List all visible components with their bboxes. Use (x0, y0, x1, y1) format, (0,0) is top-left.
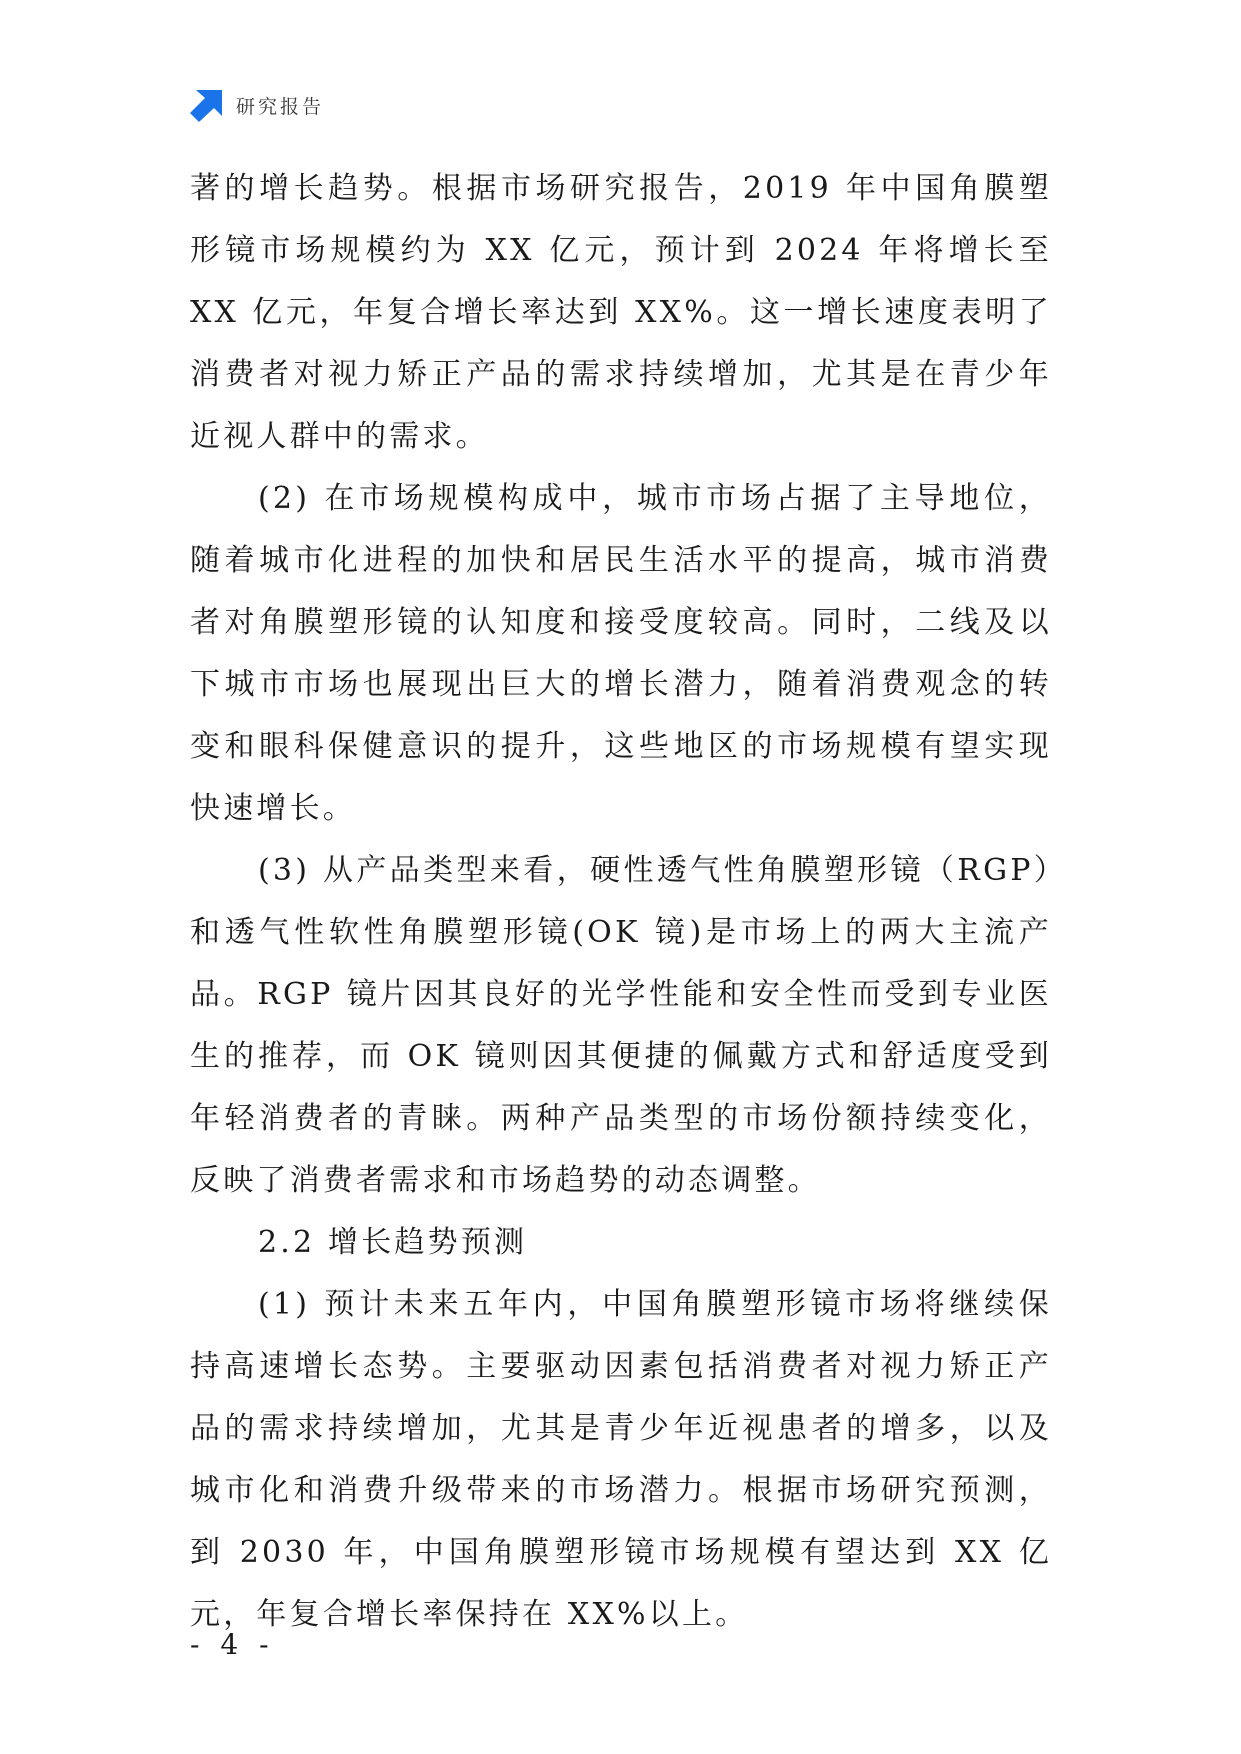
page-header (190, 88, 324, 122)
section-heading: 2.2 增长趋势预测 (258, 1225, 528, 1260)
document-body (190, 158, 1052, 1646)
paragraph-product-types: (3) 从产品类型来看，硬性透气性角膜塑形镜（RGP）和透气性软性角膜塑形镜(OK 镜)是市场上的两大主流产品。RGP 镜片因其良好的光学性能和安全性而受到专业医生的推荐，而 OK 镜则因其便捷的佩戴方式和舒适度受到年轻消费者的青睐。两种产品类型的市场份额持续变化，反映了消费者需求和市场趋势的动态调整。 (190, 853, 1052, 1198)
header-title: 研究报告 (236, 95, 325, 118)
paragraph-market-composition: (2) 在市场规模构成中，城市市场占据了主导地位，随着城市化进程的加快和居民生活水平的提高，城市消费者对角膜塑形镜的认知度和接受度较高。同时，二线及以下城市市场也展现出巨大的增长潜力，随着消费观念的转变和眼科保健意识的提升，这些地区的市场规模有望实现快速增长。 (190, 481, 1052, 826)
arrow-up-right-icon (190, 88, 224, 122)
paragraph-growth-forecast: (1) 预计未来五年内，中国角膜塑形镜市场将继续保持高速增长态势。主要驱动因素包括消费者对视力矫正产品的需求持续增加，尤其是青少年近视患者的增多，以及城市化和消费升级带来的市场潜力。根据市场研究预测，到 2030 年，中国角膜塑形镜市场规模有望达到 XX 亿元，年复合增长率保持在 XX%以上。 (190, 1287, 1052, 1632)
page-number: - 4 - (190, 1628, 275, 1661)
paragraph-continued: 著的增长趋势。根据市场研究报告，2019 年中国角膜塑形镜市场规模约为 XX 亿元，预计到 2024 年将增长至 XX 亿元，年复合增长率达到 XX%。这一增长速度表明了消费者对视力矫正产品的需求持续增加，尤其是在青少年近视人群中的需求。 (190, 171, 1052, 454)
